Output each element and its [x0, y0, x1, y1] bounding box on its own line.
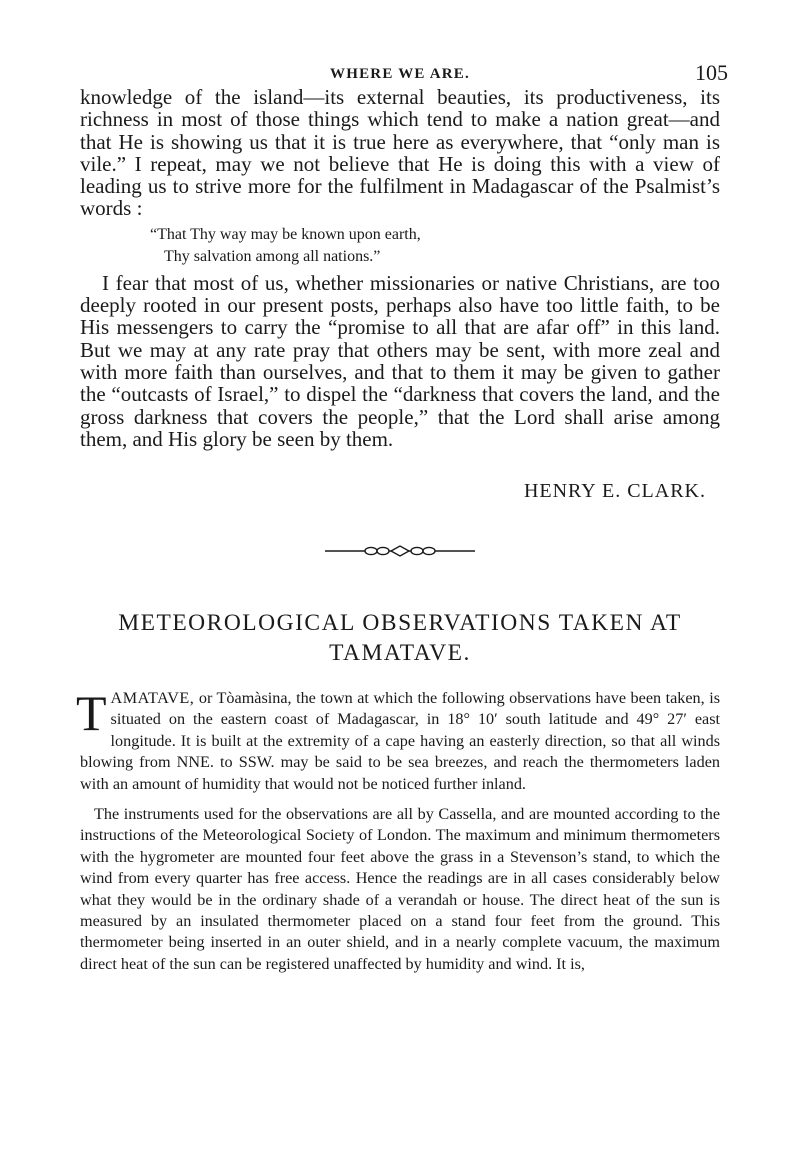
- drop-cap: T: [76, 684, 107, 741]
- meteorology-paragraph-1-text: or Tòamàsina, the town at which the following observations have been taken, is situated on the eastern coast of Madagascar, in 18° 10′ south latitude and 49° 27′ east longitude. It is built at the extremity of a cape having an easterly direction, so that all winds blowing from NNE. to SSW. may be said to be sea breezes, and reach the thermometers laden with an amount of humidity that would not be noticed further inland.: [80, 688, 720, 793]
- meteorology-section: [76, 684, 720, 975]
- article-title-line-2: TAMATAVE.: [329, 640, 471, 667]
- divider-ornament: [80, 544, 720, 558]
- page-number: 105: [695, 60, 728, 85]
- running-head: [80, 56, 728, 86]
- paragraph-2: I fear that most of us, whether missionaries or native Christians, are too deeply rooted in our present posts, perhaps also have too little faith, to be His messengers to carry the “promise to all that are afar off” in this land. But we may at any rate pray that others may be sent, with more zeal and with more faith than ourselves, and that to them it may be given to gather the “outcasts of Israel,” to dispel the “darkness that covers the land, and the gross darkness that covers the people,” that the Lord shall arise among them, and His glory be seen by them.: [80, 270, 720, 451]
- lead-word: AMATAVE,: [110, 688, 195, 707]
- page: [76, 56, 728, 975]
- paragraph-1: knowledge of the island—its external beauties, its productiveness, its richness in most of those things which tend to make a nation great—and that He is showing us that it is true here as everywhere, that “only man is vile.” I repeat, may we not believe that He is doing this with a view of leading us to strive more for the fulfilment in Madagascar of the Psalmist’s words :: [80, 85, 720, 221]
- article-title-line-1: METEOROLOGICAL OBSERVATIONS TAKEN AT: [118, 610, 682, 637]
- closing-section: [80, 86, 720, 502]
- article-title: [80, 608, 720, 668]
- quote-line-2: Thy salvation among all nations.”: [164, 247, 381, 265]
- ornament-divider-icon: [325, 544, 475, 558]
- signature: HENRY E. CLARK.: [523, 480, 706, 503]
- quote-line-1: “That Thy way may be known upon earth,: [150, 225, 421, 243]
- meteorology-paragraph-1: [76, 684, 720, 795]
- psalm-quote: [150, 224, 720, 268]
- running-title: WHERE WE ARE.: [330, 66, 470, 82]
- meteorology-paragraph-2: The instruments used for the observations are all by Cassella, and are mounted according to the instructions of the Meteorological Society of London. The maximum and minimum thermometers with the hygrometer are mounted four feet above the grass in a Stevenson’s stand, to which the wind from every quarter has free access. Hence the readings are in all cases considerably below what they would be in the ordinary shade of a verandah or house. The direct heat of the sun is measured by an insulated thermometer placed on a stand four feet from the ground. This thermometer being inserted in an outer shield, and in a nearly complete vacuum, the maximum direct heat of the sun can be registered unaffected by humidity and wind. It is,: [80, 804, 720, 973]
